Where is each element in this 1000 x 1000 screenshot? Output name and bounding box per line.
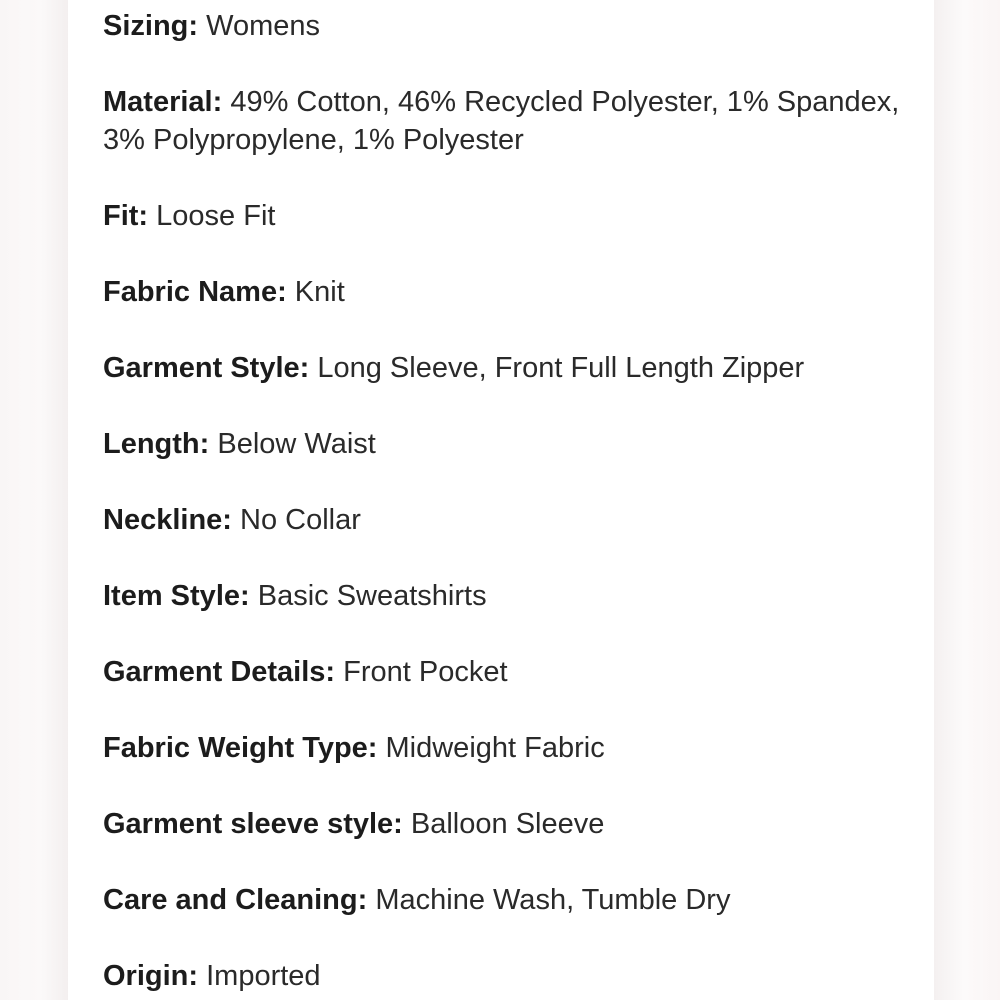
spec-value: Midweight Fabric xyxy=(385,732,605,764)
spec-neckline xyxy=(103,501,903,539)
spec-label: Neckline: xyxy=(103,504,232,536)
spec-label: Material: xyxy=(103,86,223,118)
spec-garment-details xyxy=(103,653,903,691)
spec-label: Fabric Weight Type: xyxy=(103,732,378,764)
spec-value: Imported xyxy=(206,960,321,992)
spec-value: Loose Fit xyxy=(156,200,276,232)
spec-label: Garment sleeve style: xyxy=(103,808,403,840)
spec-item-style xyxy=(103,577,903,615)
product-spec-list xyxy=(103,7,903,995)
spec-label: Origin: xyxy=(103,960,199,992)
spec-value: 49% Cotton, 46% Recycled Polyester, 1% Spandex, 3% Polypropylene, 1% Polyester xyxy=(103,86,900,156)
spec-value: No Collar xyxy=(240,504,361,536)
spec-value: Balloon Sleeve xyxy=(410,808,605,840)
spec-fabric-weight-type xyxy=(103,729,903,767)
spec-garment-style xyxy=(103,349,903,387)
spec-material xyxy=(103,83,903,159)
spec-label: Care and Cleaning: xyxy=(103,884,368,916)
spec-label: Garment Details: xyxy=(103,656,336,688)
right-background xyxy=(934,0,1000,1000)
spec-label: Length: xyxy=(103,428,210,460)
spec-origin xyxy=(103,957,903,995)
spec-garment-sleeve-style xyxy=(103,805,903,843)
spec-label: Fit: xyxy=(103,200,149,232)
spec-label: Item Style: xyxy=(103,580,250,612)
spec-label: Sizing: xyxy=(103,10,199,42)
spec-value: Womens xyxy=(206,10,320,42)
left-background xyxy=(0,0,68,1000)
spec-value: Knit xyxy=(294,276,345,308)
spec-label: Garment Style: xyxy=(103,352,310,384)
spec-length xyxy=(103,425,903,463)
spec-fit xyxy=(103,197,903,235)
spec-care-and-cleaning xyxy=(103,881,903,919)
spec-value: Long Sleeve, Front Full Length Zipper xyxy=(317,352,805,384)
product-details-sheet xyxy=(68,0,934,1000)
spec-label: Fabric Name: xyxy=(103,276,287,308)
spec-sizing xyxy=(103,7,903,45)
spec-value: Basic Sweatshirts xyxy=(257,580,487,612)
spec-value: Machine Wash, Tumble Dry xyxy=(375,884,731,916)
spec-fabric-name xyxy=(103,273,903,311)
spec-value: Below Waist xyxy=(217,428,376,460)
spec-value: Front Pocket xyxy=(343,656,508,688)
